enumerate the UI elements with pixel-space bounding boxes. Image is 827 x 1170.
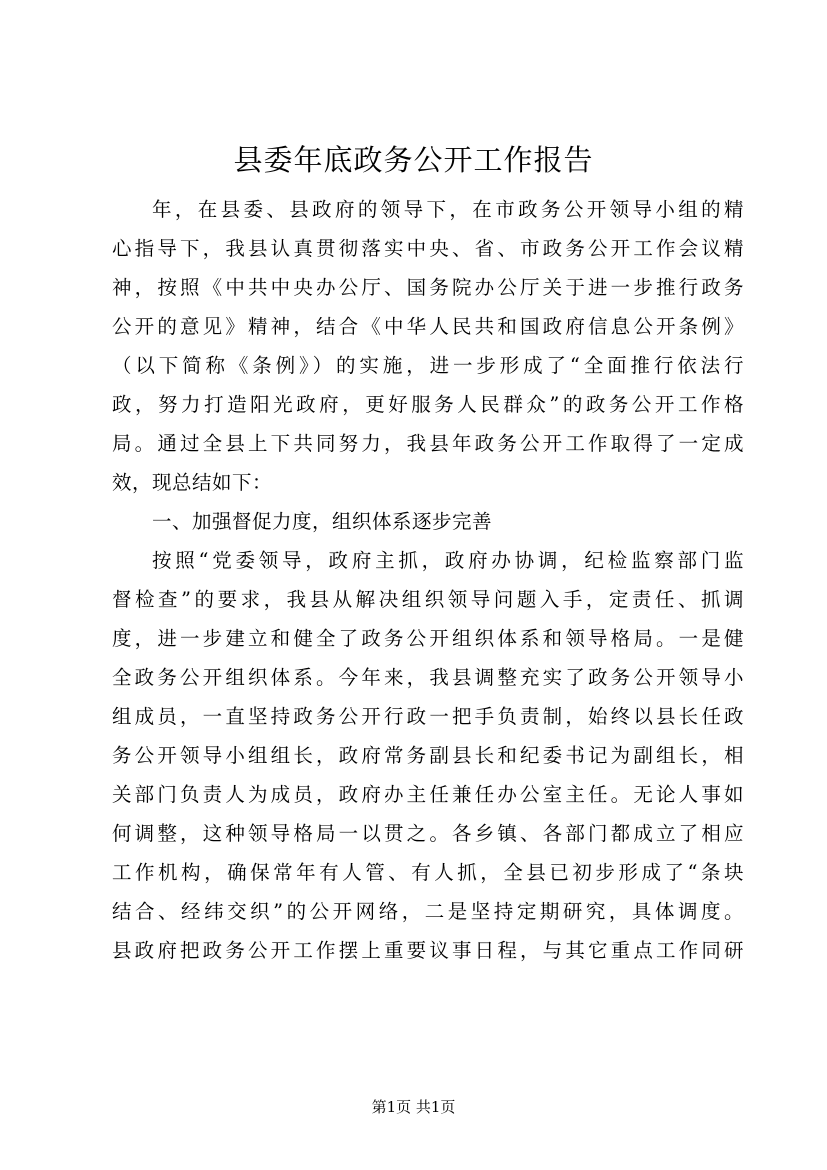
body-line: 结合、经纬交织”的公开网络，二是坚持定期研究，具体调度。 xyxy=(112,900,744,923)
body-line: 一、加强督促力度，组织体系逐步完善 xyxy=(152,510,493,533)
body-line: 神，按照《中共中央办公厅、国务院办公厅关于进一步推行政务 xyxy=(112,276,744,299)
document-body xyxy=(112,190,744,970)
body-line: 公开的意见》精神，结合《中华人民共和国政府信息公开条例》 xyxy=(112,315,744,338)
body-line: 全政务公开组织体系。今年来，我县调整充实了政务公开领导小 xyxy=(112,666,744,689)
body-line: 政，努力打造阳光政府，更好服务人民群众”的政务公开工作格 xyxy=(112,393,744,416)
body-line: 督检查”的要求，我县从解决组织领导问题入手，定责任、抓调 xyxy=(112,588,744,611)
body-line: 心指导下，我县认真贯彻落实中央、省、市政务公开工作会议精 xyxy=(112,237,744,260)
body-line: 县政府把政务公开工作摆上重要议事日程，与其它重点工作同研 xyxy=(112,939,744,962)
body-line: 年，在县委、县政府的领导下，在市政务公开领导小组的精 xyxy=(152,198,744,221)
body-line: 何调整，这种领导格局一以贯之。各乡镇、各部门都成立了相应 xyxy=(112,822,744,845)
body-line: 务公开领导小组组长，政府常务副县长和纪委书记为副组长，相 xyxy=(112,744,744,767)
body-line: 效，现总结如下： xyxy=(112,471,273,494)
body-line: 组成员，一直坚持政务公开行政一把手负责制，始终以县长任政 xyxy=(112,705,744,728)
page-footer: 第1页 共1页 xyxy=(371,1098,456,1116)
body-line: 关部门负责人为成员，政府办主任兼任办公室主任。无论人事如 xyxy=(112,783,744,806)
body-line: （以下简称《条例》）的实施，进一步形成了“全面推行依法行 xyxy=(112,354,744,377)
document-title: 县委年底政务公开工作报告 xyxy=(233,143,594,177)
body-line: 局。通过全县上下共同努力，我县年政务公开工作取得了一定成 xyxy=(112,432,744,455)
body-line: 按照“党委领导，政府主抓，政府办协调，纪检监察部门监 xyxy=(152,549,744,572)
body-line: 工作机构，确保常年有人管、有人抓，全县已初步形成了“条块 xyxy=(112,861,744,884)
body-line: 度，进一步建立和健全了政务公开组织体系和领导格局。一是健 xyxy=(112,627,744,650)
